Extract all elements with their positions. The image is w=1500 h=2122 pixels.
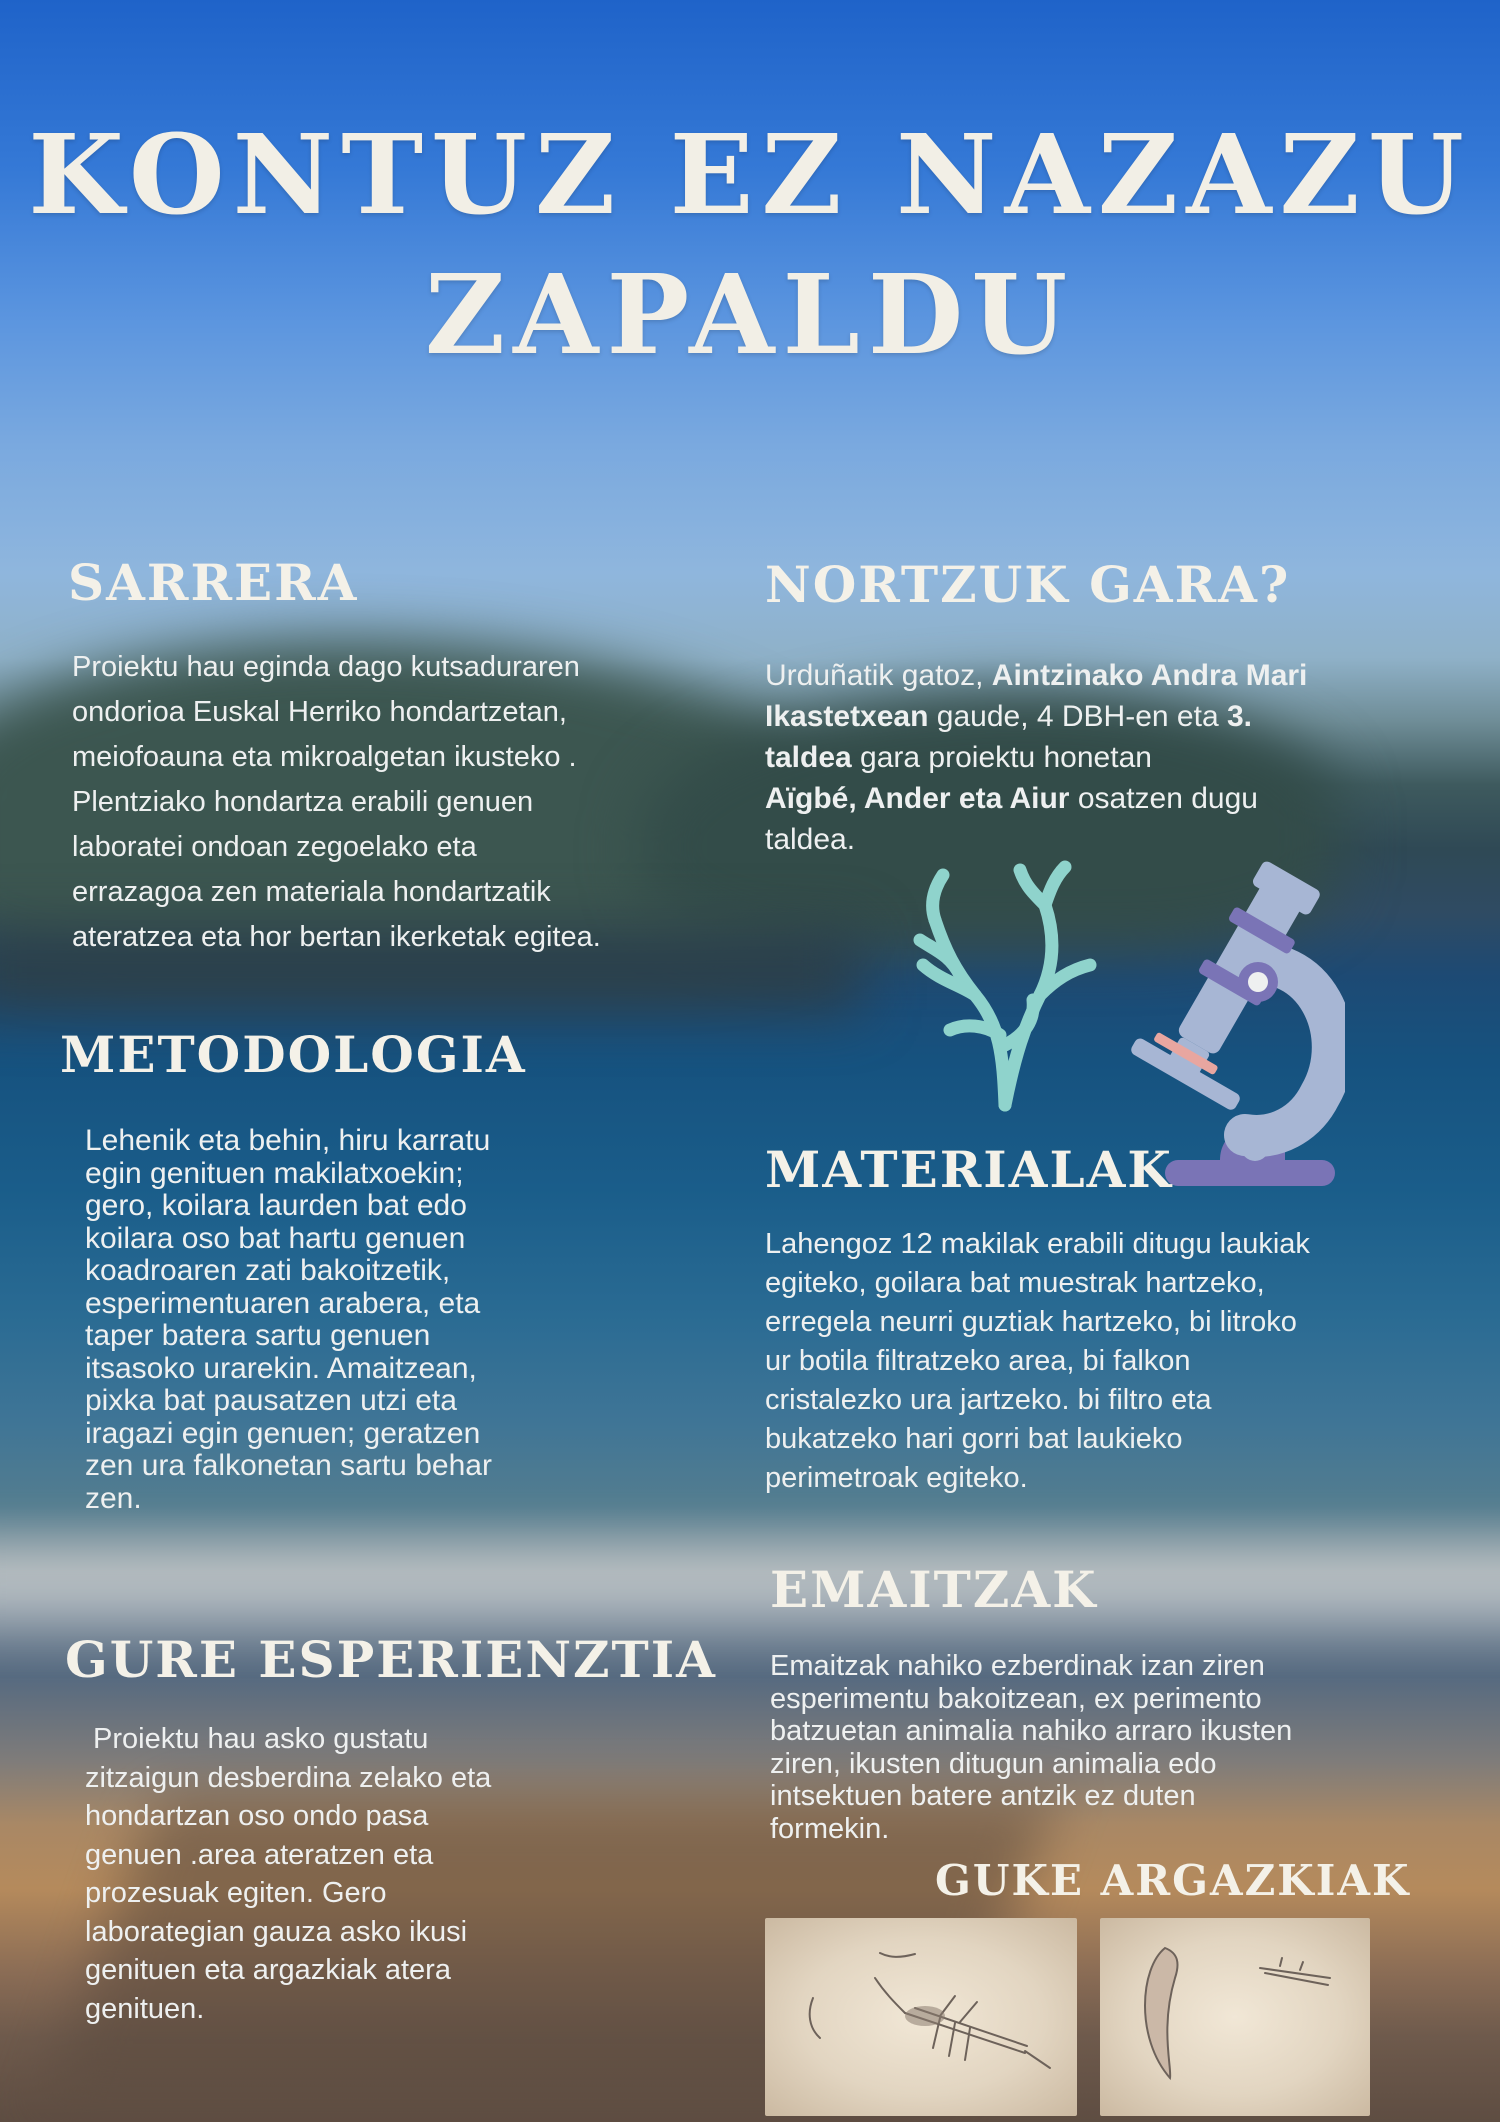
worm-specimen xyxy=(1100,1918,1370,2116)
sarrera-line: Proiektu hau eginda dago kutsaduraren xyxy=(72,651,580,683)
copepod-specimen xyxy=(765,1918,1077,2116)
materialak-line: ur botila filtratzeko area, bi falkon xyxy=(765,1345,1191,1377)
gure-esperientzia-line: zitzaigun desberdina zelako eta xyxy=(85,1761,492,1794)
metodologia-line: koadroaren zati bakoitzetik, xyxy=(85,1254,451,1287)
emaitzak-heading: EMAITZAK xyxy=(770,1560,1098,1619)
sarrera-line: meiofoauna eta mikroalgetan ikusteko . xyxy=(72,741,577,773)
emaitzak-line: formekin. xyxy=(770,1812,890,1845)
materialak-line: erregela neurri guztiak hartzeko, bi litroko xyxy=(765,1306,1297,1338)
metodologia-line: zen ura falkonetan sartu behar xyxy=(85,1449,492,1482)
metodologia-line: pixka bat pausatzen utzi eta xyxy=(85,1384,457,1417)
gure-esperientzia-line: laborategian gauza asko ikusi xyxy=(85,1915,468,1948)
nortzuk-text-part: gara proiektu honetan xyxy=(851,741,1152,774)
emaitzak-line: intsektuen batere antzik ez duten xyxy=(770,1780,1196,1812)
metodologia-line: esperimentuaren arabera, eta xyxy=(85,1286,481,1320)
microscope-photo-2 xyxy=(1100,1918,1370,2116)
gure-esperientzia-line: genuen .area ateratzen eta xyxy=(85,1838,434,1871)
group-number: 3. xyxy=(1226,700,1252,733)
metodologia-line: Lehenik eta behin, hiru karratu xyxy=(85,1124,491,1157)
materialak-text xyxy=(765,1225,1465,1498)
nortzuk-text-part: gaude, 4 DBH-en eta xyxy=(928,700,1227,733)
emaitzak-line: esperimentu bakoitzean, ex perimento xyxy=(770,1682,1262,1715)
metodologia-line: zen. xyxy=(85,1481,142,1515)
gure-esperientzia-line: genituen eta argazkiak atera xyxy=(85,1954,451,1986)
gure-esperientzia-line: Proiektu hau asko gustatu xyxy=(85,1723,429,1755)
sarrera-line: laboratei ondoan zegoelako eta xyxy=(72,831,477,863)
school-name-cont: Ikastetxean xyxy=(765,700,929,733)
sarrera-line: errazagoa zen materiala hondartzatik xyxy=(72,876,551,908)
sarrera-line: Plentziako hondartza erabili genuen xyxy=(72,786,534,818)
materialak-line: egiteko, goilara bat muestrak hartzeko, xyxy=(765,1267,1265,1299)
gure-esperientzia-line: genituen. xyxy=(85,1992,205,2025)
sarrera-text xyxy=(72,645,732,960)
nortzuk-text xyxy=(765,655,1465,860)
materialak-line: cristalezko ura jartzeko. bi filtro eta xyxy=(765,1384,1212,1416)
gure-esperientzia-line: hondartzan oso ondo pasa xyxy=(85,1800,429,1832)
nortzuk-text-part: osatzen dugu xyxy=(1069,782,1258,815)
coral-icon xyxy=(905,855,1105,1115)
gure-esperientzia-heading: GURE ESPERIENZTIA xyxy=(65,1630,717,1689)
metodologia-line: egin genituen makilatxoekin; xyxy=(85,1156,464,1190)
metodologia-text xyxy=(85,1125,605,1515)
gure-esperientzia-text xyxy=(85,1720,605,2028)
materialak-line: Lahengoz 12 makilak erabili ditugu laukiak xyxy=(765,1228,1310,1260)
metodologia-line: taper batera sartu genuen xyxy=(85,1319,431,1352)
sarrera-line: ateratzea eta hor bertan ikerketak egitea. xyxy=(72,921,601,953)
emaitzak-line: ziren, ikusten ditugun animalia edo xyxy=(770,1747,1217,1780)
nortzuk-text-part: taldea. xyxy=(765,823,856,856)
emaitzak-line: batzuetan animalia nahiko arraro ikusten xyxy=(770,1715,1293,1747)
nortzuk-heading: NORTZUK GARA? xyxy=(765,555,1291,614)
school-name: Aintzinako Andra Mari xyxy=(991,659,1308,692)
poster-title-line-1: KONTUZ EZ NAZAZU xyxy=(28,110,1472,239)
gure-esperientzia-line: prozesuak egiten. Gero xyxy=(85,1877,387,1909)
microscope-photo-1 xyxy=(765,1918,1077,2116)
materialak-line: bukatzeko hari gorri bat laukieko xyxy=(765,1423,1183,1455)
emaitzak-line: Emaitzak nahiko ezberdinak izan ziren xyxy=(770,1650,1265,1682)
metodologia-line: koilara oso bat hartu genuen xyxy=(85,1221,466,1255)
nortzuk-text-part: Urduñatik gatoz, xyxy=(765,659,992,692)
metodologia-heading: METODOLOGIA xyxy=(60,1025,527,1084)
metodologia-line: gero, koilara laurden bat edo xyxy=(85,1189,467,1222)
background-wave-foam xyxy=(0,1550,1500,1620)
argazkiak-heading: GUKE ARGAZKIAK xyxy=(935,1856,1411,1905)
metodologia-line: itsasoko urarekin. Amaitzean, xyxy=(85,1351,477,1385)
metodologia-line: iragazi egin genuen; geratzen xyxy=(85,1416,481,1450)
emaitzak-text xyxy=(770,1650,1470,1845)
member-names: Aïgbé, Ander eta Aiur xyxy=(765,782,1070,815)
sarrera-line: ondorioa Euskal Herriko hondartzetan, xyxy=(72,696,567,728)
materialak-heading: MATERIALAK xyxy=(765,1140,1173,1199)
group-label: taldea xyxy=(765,741,852,774)
sarrera-heading: SARRERA xyxy=(68,553,359,612)
materialak-line: perimetroak egiteko. xyxy=(765,1462,1028,1494)
poster-title-line-2: ZAPALDU xyxy=(424,250,1076,379)
